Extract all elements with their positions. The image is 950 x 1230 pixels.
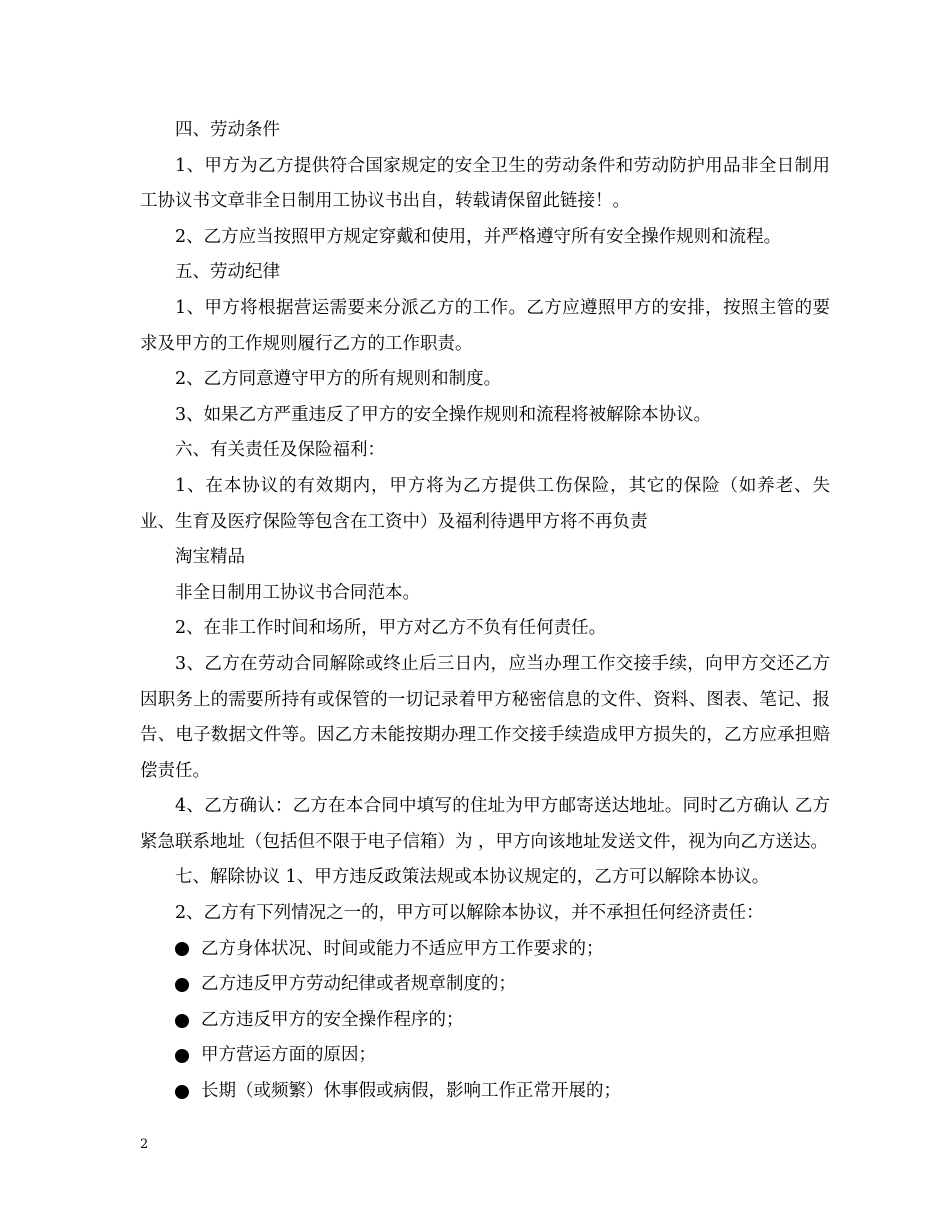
bullet-text: 乙方身体状况、时间或能力不适应甲方工作要求的； [201, 938, 604, 959]
bullet-text: 乙方违反甲方的安全操作程序的； [201, 1009, 464, 1030]
paragraph: 2、乙方有下列情况之一的，甲方可以解除本协议，并不承担任何经济责任： [175, 903, 764, 924]
section-heading-termination: 七、解除协议 1、甲方违反政策法规或本协议规定的，乙方可以解除本协议。 [175, 867, 770, 888]
paragraph: 1、甲方将根据营运需要来分派乙方的工作。乙方应遵照甲方的安排，按照主管的要求及甲方的工作规则履行乙方的工作职责。 [140, 297, 830, 354]
bullet-text: 长期（或频繁）休事假或病假，影响工作正常开展的； [201, 1081, 621, 1102]
bullet-item [140, 1038, 830, 1074]
bullet-item [140, 1074, 830, 1110]
bullet-text: 甲方营运方面的原因； [201, 1045, 376, 1066]
bullet-item [140, 932, 830, 968]
bullet-icon [175, 1014, 189, 1028]
bullet-icon [175, 1085, 189, 1099]
paragraph: 淘宝精品 [175, 547, 245, 568]
page-number: 2 [140, 1137, 149, 1152]
bullet-icon [175, 978, 189, 992]
paragraph: 3、如果乙方严重违反了甲方的安全操作规则和流程将被解除本协议。 [175, 404, 712, 425]
paragraph: 3、乙方在劳动合同解除或终止后三日内，应当办理工作交接手续，向甲方交还乙方因职务上的需要所持有或保管的一切记录着甲方秘密信息的文件、资料、图表、笔记、报告、电子数据文件等。因乙方未能按期办理工作交接手续造成甲方损失的，乙方应承担赔偿责任。 [140, 653, 830, 781]
section-heading-labor-conditions: 四、劳动条件 [175, 120, 280, 140]
paragraph: 1、在本协议的有效期内，甲方将为乙方提供工伤保险，其它的保险（如养老、失业、生育及医疗保险等包含在工资中）及福利待遇甲方将不再负责 [140, 475, 830, 532]
document-body [140, 113, 830, 1110]
paragraph: 2、在非工作时间和场所，甲方对乙方不负有任何责任。 [175, 618, 607, 639]
paragraph: 4、乙方确认：乙方在本合同中填写的住址为甲方邮寄送达地址。同时乙方确认 乙方紧急联系地址（包括但不限于电子信箱）为 ，甲方向该地址发送文件，视为向乙方送达。 [140, 796, 830, 852]
section-heading-labor-discipline: 五、劳动纪律 [175, 262, 280, 283]
paragraph: 非全日制用工协议书合同范本。 [175, 582, 420, 603]
paragraph: 2、乙方同意遵守甲方的所有规则和制度。 [175, 369, 502, 390]
bullet-text: 乙方违反甲方劳动纪律或者规章制度的； [201, 974, 516, 995]
section-heading-liability-insurance: 六、有关责任及保险福利： [175, 440, 385, 461]
bullet-icon [175, 1049, 189, 1063]
bullet-item [140, 1003, 830, 1039]
paragraph: 1、甲方为乙方提供符合国家规定的安全卫生的劳动条件和劳动防护用品非全日制用工协议书文章非全日制用工协议书出自，转载请保留此链接！。 [140, 155, 830, 212]
paragraph: 2、乙方应当按照甲方规定穿戴和使用，并严格遵守所有安全操作规则和流程。 [175, 226, 782, 247]
bullet-icon [175, 942, 189, 956]
bullet-item [140, 967, 830, 1003]
